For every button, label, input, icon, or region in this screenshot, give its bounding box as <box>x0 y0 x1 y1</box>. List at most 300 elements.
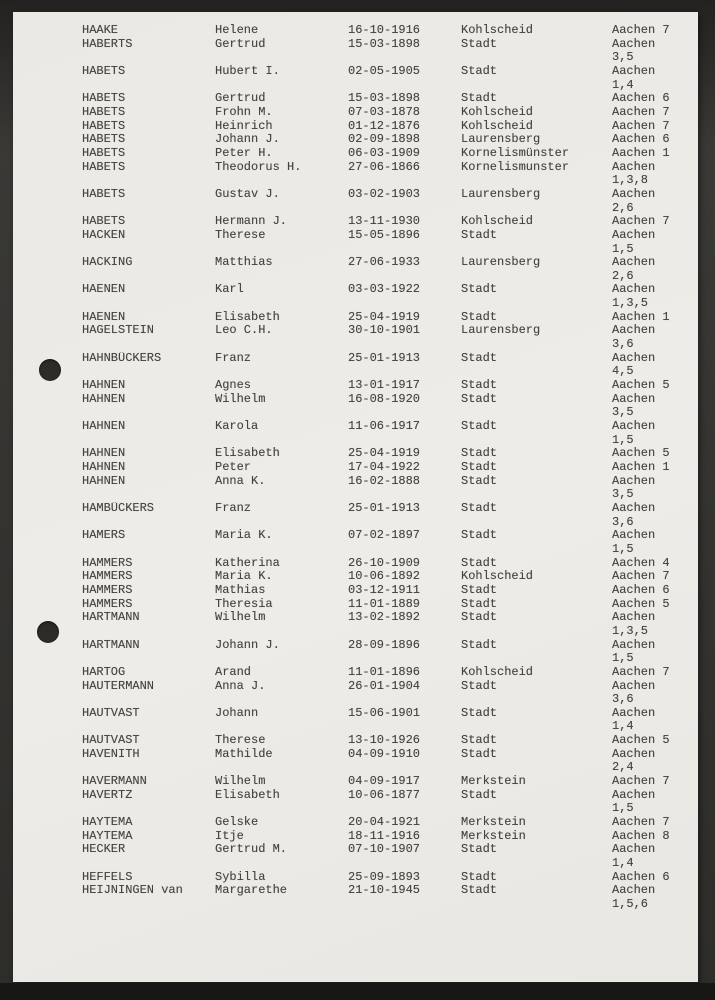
cell-empty <box>461 338 612 352</box>
cell-empty <box>215 802 348 816</box>
entry-line <box>82 106 692 120</box>
cell-district-numbers: 1,3,8 <box>612 174 649 188</box>
cell-surname: HAMMERS <box>82 556 133 570</box>
cell-city: Aachen 7 <box>612 665 670 679</box>
cell-empty <box>82 79 215 93</box>
cell-given-name: Anna J. <box>215 679 266 693</box>
entry-line <box>82 884 692 898</box>
cell-surname: HAHNEN <box>82 447 126 461</box>
cell-birth-date: 15-03-1898 <box>348 92 421 106</box>
cell-empty <box>215 243 348 257</box>
cell-empty <box>82 243 215 257</box>
cell-birth-date: 13-02-1892 <box>348 611 421 625</box>
cell-given-name: Agnes <box>215 379 252 393</box>
cell-place: Stadt <box>461 228 498 242</box>
cell-district-numbers: 1,4 <box>612 720 634 734</box>
cell-surname: HABERTS <box>82 37 133 51</box>
cell-empty <box>82 516 215 530</box>
cell-empty <box>348 761 461 775</box>
cell-given-name: Maria K. <box>215 529 273 543</box>
cell-empty <box>348 202 461 216</box>
cell-surname: HACKEN <box>82 228 126 242</box>
cell-district-numbers: 2,6 <box>612 269 634 283</box>
cell-place: Stadt <box>461 37 498 51</box>
cell-empty <box>215 365 348 379</box>
cell-empty <box>215 543 348 557</box>
cell-empty <box>82 297 215 311</box>
cell-birth-date: 17-04-1922 <box>348 461 421 474</box>
cell-district-numbers: 1,4 <box>612 857 634 871</box>
cell-surname: HAVENITH <box>82 747 140 761</box>
cell-surname: HAMMERS <box>82 570 133 584</box>
entry-line <box>82 529 692 543</box>
cell-empty <box>348 406 461 420</box>
cell-empty <box>348 857 461 871</box>
entry-continuation-line <box>82 625 692 639</box>
entry-line <box>82 420 692 434</box>
cell-city: Aachen <box>612 788 656 802</box>
cell-given-name: Therese <box>215 734 266 748</box>
cell-given-name: Franz <box>215 501 252 515</box>
cell-given-name: Frohn M. <box>215 105 273 119</box>
cell-birth-date: 15-05-1896 <box>348 228 421 242</box>
cell-given-name: Karola <box>215 420 259 434</box>
cell-city: Aachen 1 <box>612 146 670 160</box>
cell-surname: HAMERS <box>82 529 126 543</box>
entry-line <box>82 666 692 680</box>
cell-empty <box>82 720 215 734</box>
cell-empty <box>215 174 348 188</box>
cell-empty <box>82 174 215 188</box>
cell-city: Aachen <box>612 420 656 434</box>
cell-birth-date: 02-05-1905 <box>348 64 421 78</box>
cell-birth-date: 10-06-1877 <box>348 788 421 802</box>
cell-empty <box>82 857 215 871</box>
entry-line <box>82 680 692 694</box>
cell-empty <box>461 51 612 65</box>
cell-birth-date: 11-01-1889 <box>348 597 421 611</box>
entry-line <box>82 324 692 338</box>
cell-empty <box>82 652 215 666</box>
cell-birth-date: 07-10-1907 <box>348 843 421 857</box>
cell-place: Stadt <box>461 420 498 434</box>
cell-city: Aachen <box>612 160 656 174</box>
cell-given-name: Gustav J. <box>215 187 280 201</box>
cell-empty <box>82 338 215 352</box>
cell-given-name: Matthias <box>215 256 273 270</box>
cell-surname: HARTOG <box>82 665 126 679</box>
cell-surname: HAHNEN <box>82 461 126 474</box>
cell-birth-date: 10-06-1892 <box>348 570 421 584</box>
cell-given-name: Gertrud <box>215 92 266 106</box>
cell-empty <box>348 174 461 188</box>
cell-empty <box>82 270 215 284</box>
cell-birth-date: 04-09-1910 <box>348 747 421 761</box>
cell-place: Laurensberg <box>461 133 541 147</box>
cell-city: Aachen 5 <box>612 379 670 393</box>
cell-place: Stadt <box>461 583 498 597</box>
cell-empty <box>215 652 348 666</box>
entry-line <box>82 215 692 229</box>
cell-city: Aachen <box>612 679 656 693</box>
cell-district-numbers: 1,3,5 <box>612 297 649 311</box>
cell-place: Stadt <box>461 788 498 802</box>
cell-city: Aachen 6 <box>612 133 670 147</box>
cell-given-name: Arand <box>215 665 252 679</box>
cell-city: Aachen 7 <box>612 105 670 119</box>
cell-place: Stadt <box>461 706 498 720</box>
cell-birth-date: 16-10-1916 <box>348 24 421 37</box>
cell-birth-date: 07-02-1897 <box>348 529 421 543</box>
cell-city: Aachen <box>612 529 656 543</box>
cell-given-name: Elisabeth <box>215 447 280 461</box>
entry-line <box>82 734 692 748</box>
cell-birth-date: 30-10-1901 <box>348 324 421 338</box>
cell-given-name: Therese <box>215 228 266 242</box>
cell-city: Aachen <box>612 351 656 365</box>
cell-empty <box>461 652 612 666</box>
cell-empty <box>461 243 612 257</box>
cell-surname: HEIJNINGEN van <box>82 884 183 898</box>
cell-city: Aachen 6 <box>612 870 670 884</box>
cell-empty <box>215 434 348 448</box>
cell-surname: HARTMANN <box>82 638 140 652</box>
cell-place: Kohlscheid <box>461 119 534 133</box>
entry-line <box>82 570 692 584</box>
cell-given-name: Mathilde <box>215 747 273 761</box>
cell-birth-date: 06-03-1909 <box>348 146 421 160</box>
cell-empty <box>348 365 461 379</box>
entry-line <box>82 447 692 461</box>
cell-district-numbers: 1,5 <box>612 652 634 666</box>
entry-continuation-line <box>82 365 692 379</box>
cell-city: Aachen <box>612 747 656 761</box>
cell-empty <box>82 802 215 816</box>
cell-empty <box>461 79 612 93</box>
cell-surname: HAMBÜCKERS <box>82 501 155 515</box>
cell-surname: HAAKE <box>82 24 119 37</box>
cell-surname: HEFFELS <box>82 870 133 884</box>
cell-empty <box>215 488 348 502</box>
cell-given-name: Sybilla <box>215 870 266 884</box>
entry-line <box>82 133 692 147</box>
cell-empty <box>348 543 461 557</box>
entry-line <box>82 65 692 79</box>
cell-empty <box>461 857 612 871</box>
entry-line <box>82 789 692 803</box>
cell-empty <box>461 898 612 912</box>
entry-continuation-line <box>82 802 692 816</box>
entry-line <box>82 38 692 52</box>
cell-place: Stadt <box>461 597 498 611</box>
cell-city: Aachen <box>612 706 656 720</box>
cell-city: Aachen 7 <box>612 570 670 584</box>
entry-continuation-line <box>82 270 692 284</box>
entry-line <box>82 748 692 762</box>
cell-city: Aachen <box>612 187 656 201</box>
cell-empty <box>82 543 215 557</box>
cell-empty <box>82 761 215 775</box>
cell-given-name: Gertrud M. <box>215 843 288 857</box>
cell-city: Aachen <box>612 283 656 297</box>
cell-given-name: Heinrich <box>215 119 273 133</box>
cell-district-numbers: 3,5 <box>612 51 634 65</box>
cell-city: Aachen 5 <box>612 734 670 748</box>
cell-surname: HAYTEMA <box>82 816 133 830</box>
cell-given-name: Theresia <box>215 597 273 611</box>
entry-line <box>82 843 692 857</box>
cell-given-name: Gertrud <box>215 37 266 51</box>
cell-city: Aachen <box>612 611 656 625</box>
hole-punch-top <box>39 359 61 381</box>
entry-line <box>82 24 692 38</box>
cell-city: Aachen <box>612 228 656 242</box>
cell-district-numbers: 4,5 <box>612 365 634 379</box>
cell-birth-date: 20-04-1921 <box>348 816 421 830</box>
cell-empty <box>215 516 348 530</box>
cell-place: Merkstein <box>461 829 526 843</box>
cell-place: Kornelismunster <box>461 160 570 174</box>
entry-line <box>82 639 692 653</box>
cell-empty <box>461 202 612 216</box>
cell-city: Aachen 7 <box>612 24 670 37</box>
cell-birth-date: 13-10-1926 <box>348 734 421 748</box>
cell-place: Stadt <box>461 679 498 693</box>
cell-place: Kohlscheid <box>461 24 534 37</box>
cell-empty <box>215 51 348 65</box>
cell-given-name: Anna K. <box>215 474 266 488</box>
cell-empty <box>461 434 612 448</box>
cell-birth-date: 15-03-1898 <box>348 37 421 51</box>
cell-given-name: Elisabeth <box>215 788 280 802</box>
cell-surname: HAHNEN <box>82 420 126 434</box>
cell-empty <box>348 434 461 448</box>
cell-given-name: Helene <box>215 24 259 37</box>
cell-city: Aachen <box>612 256 656 270</box>
cell-given-name: Wilhelm <box>215 392 266 406</box>
cell-surname: HABETS <box>82 64 126 78</box>
cell-district-numbers: 3,6 <box>612 338 634 352</box>
cell-surname: HAHNBÜCKERS <box>82 351 162 365</box>
cell-birth-date: 16-02-1888 <box>348 474 421 488</box>
cell-empty <box>82 693 215 707</box>
entry-continuation-line <box>82 51 692 65</box>
cell-empty <box>215 720 348 734</box>
cell-given-name: Johann J. <box>215 638 280 652</box>
cell-place: Stadt <box>461 747 498 761</box>
entry-line <box>82 775 692 789</box>
cell-place: Stadt <box>461 529 498 543</box>
cell-place: Stadt <box>461 310 498 324</box>
cell-empty <box>215 270 348 284</box>
cell-given-name: Elisabeth <box>215 310 280 324</box>
entry-line <box>82 379 692 393</box>
cell-empty <box>348 270 461 284</box>
entry-line <box>82 816 692 830</box>
cell-given-name: Franz <box>215 351 252 365</box>
cell-given-name: Hubert I. <box>215 64 280 78</box>
cell-place: Stadt <box>461 283 498 297</box>
cell-empty <box>215 297 348 311</box>
entry-line <box>82 161 692 175</box>
entry-line <box>82 584 692 598</box>
cell-city: Aachen 7 <box>612 775 670 789</box>
cell-surname: HAUTVAST <box>82 706 140 720</box>
cell-birth-date: 13-01-1917 <box>348 379 421 393</box>
cell-city: Aachen <box>612 37 656 51</box>
cell-city: Aachen 6 <box>612 583 670 597</box>
cell-empty <box>348 625 461 639</box>
cell-place: Laurensberg <box>461 324 541 338</box>
entry-continuation-line <box>82 516 692 530</box>
cell-empty <box>461 365 612 379</box>
cell-empty <box>215 857 348 871</box>
cell-birth-date: 01-12-1876 <box>348 119 421 133</box>
cell-birth-date: 26-01-1904 <box>348 679 421 693</box>
cell-surname: HABETS <box>82 92 126 106</box>
cell-place: Stadt <box>461 461 498 474</box>
entry-line <box>82 611 692 625</box>
cell-empty <box>348 338 461 352</box>
cell-surname: HABETS <box>82 146 126 160</box>
cell-empty <box>82 625 215 639</box>
cell-city: Aachen <box>612 501 656 515</box>
cell-district-numbers: 1,5 <box>612 542 634 556</box>
cell-place: Stadt <box>461 392 498 406</box>
cell-empty <box>215 693 348 707</box>
cell-empty <box>82 365 215 379</box>
hole-punch-bottom <box>37 621 59 643</box>
cell-birth-date: 11-01-1896 <box>348 665 421 679</box>
cell-place: Kohlscheid <box>461 570 534 584</box>
cell-place: Stadt <box>461 447 498 461</box>
cell-place: Merkstein <box>461 816 526 830</box>
cell-surname: HAHNEN <box>82 392 126 406</box>
cell-given-name: Leo C.H. <box>215 324 273 338</box>
cell-surname: HAUTERMANN <box>82 679 155 693</box>
cell-surname: HAYTEMA <box>82 829 133 843</box>
cell-empty <box>461 761 612 775</box>
cell-surname: HECKER <box>82 843 126 857</box>
cell-given-name: Karl <box>215 283 244 297</box>
entry-continuation-line <box>82 243 692 257</box>
cell-empty <box>348 488 461 502</box>
cell-birth-date: 25-04-1919 <box>348 310 421 324</box>
cell-given-name: Wilhelm <box>215 775 266 789</box>
cell-place: Stadt <box>461 611 498 625</box>
cell-city: Aachen <box>612 884 656 898</box>
entry-continuation-line <box>82 434 692 448</box>
cell-empty <box>348 51 461 65</box>
cell-empty <box>461 693 612 707</box>
entry-line <box>82 120 692 134</box>
entry-line <box>82 461 692 475</box>
entry-line <box>82 871 692 885</box>
cell-surname: HAVERTZ <box>82 788 133 802</box>
cell-place: Stadt <box>461 884 498 898</box>
entry-line <box>82 229 692 243</box>
cell-district-numbers: 1,3,5 <box>612 624 649 638</box>
cell-surname: HAHNEN <box>82 379 126 393</box>
cell-empty <box>461 802 612 816</box>
cell-surname: HABETS <box>82 133 126 147</box>
cell-empty <box>215 625 348 639</box>
cell-empty <box>348 898 461 912</box>
cell-place: Laurensberg <box>461 256 541 270</box>
cell-empty <box>461 406 612 420</box>
entry-continuation-line <box>82 898 692 912</box>
entry-continuation-line <box>82 693 692 707</box>
cell-empty <box>348 79 461 93</box>
cell-district-numbers: 1,5 <box>612 242 634 256</box>
cell-city: Aachen <box>612 474 656 488</box>
cell-given-name: Peter <box>215 461 252 474</box>
entry-continuation-line <box>82 338 692 352</box>
cell-given-name: Hermann J. <box>215 215 288 229</box>
cell-surname: HABETS <box>82 160 126 174</box>
entry-continuation-line <box>82 297 692 311</box>
cell-given-name: Katherina <box>215 556 280 570</box>
cell-given-name: Theodorus H. <box>215 160 302 174</box>
entry-line <box>82 502 692 516</box>
entry-line <box>82 352 692 366</box>
entry-continuation-line <box>82 857 692 871</box>
cell-place: Kohlscheid <box>461 665 534 679</box>
cell-surname: HABETS <box>82 119 126 133</box>
cell-empty <box>348 516 461 530</box>
entry-continuation-line <box>82 174 692 188</box>
cell-empty <box>461 516 612 530</box>
entry-line <box>82 707 692 721</box>
cell-empty <box>215 406 348 420</box>
cell-given-name: Itje <box>215 829 244 843</box>
cell-given-name: Mathias <box>215 583 266 597</box>
cell-empty <box>461 543 612 557</box>
cell-given-name: Margarethe <box>215 884 288 898</box>
cell-surname: HARTMANN <box>82 611 140 625</box>
cell-given-name: Gelske <box>215 816 259 830</box>
cell-birth-date: 27-06-1933 <box>348 256 421 270</box>
cell-empty <box>215 202 348 216</box>
cell-surname: HAUTVAST <box>82 734 140 748</box>
cell-city: Aachen 5 <box>612 597 670 611</box>
cell-given-name: Peter H. <box>215 146 273 160</box>
cell-surname: HAENEN <box>82 283 126 297</box>
cell-birth-date: 26-10-1909 <box>348 556 421 570</box>
cell-surname: HAVERMANN <box>82 775 147 789</box>
cell-place: Merkstein <box>461 775 526 789</box>
entry-line <box>82 256 692 270</box>
cell-birth-date: 11-06-1917 <box>348 420 421 434</box>
cell-empty <box>82 406 215 420</box>
entry-line <box>82 283 692 297</box>
cell-place: Stadt <box>461 351 498 365</box>
cell-city: Aachen 8 <box>612 829 670 843</box>
cell-birth-date: 16-08-1920 <box>348 392 421 406</box>
entry-continuation-line <box>82 543 692 557</box>
entry-continuation-line <box>82 652 692 666</box>
cell-surname: HAHNEN <box>82 474 126 488</box>
entry-continuation-line <box>82 406 692 420</box>
cell-empty <box>215 761 348 775</box>
cell-birth-date: 03-12-1911 <box>348 583 421 597</box>
cell-birth-date: 15-06-1901 <box>348 706 421 720</box>
cell-district-numbers: 3,5 <box>612 406 634 420</box>
cell-surname: HAMMERS <box>82 597 133 611</box>
cell-city: Aachen 5 <box>612 447 670 461</box>
cell-city: Aachen 4 <box>612 556 670 570</box>
cell-birth-date: 21-10-1945 <box>348 884 421 898</box>
